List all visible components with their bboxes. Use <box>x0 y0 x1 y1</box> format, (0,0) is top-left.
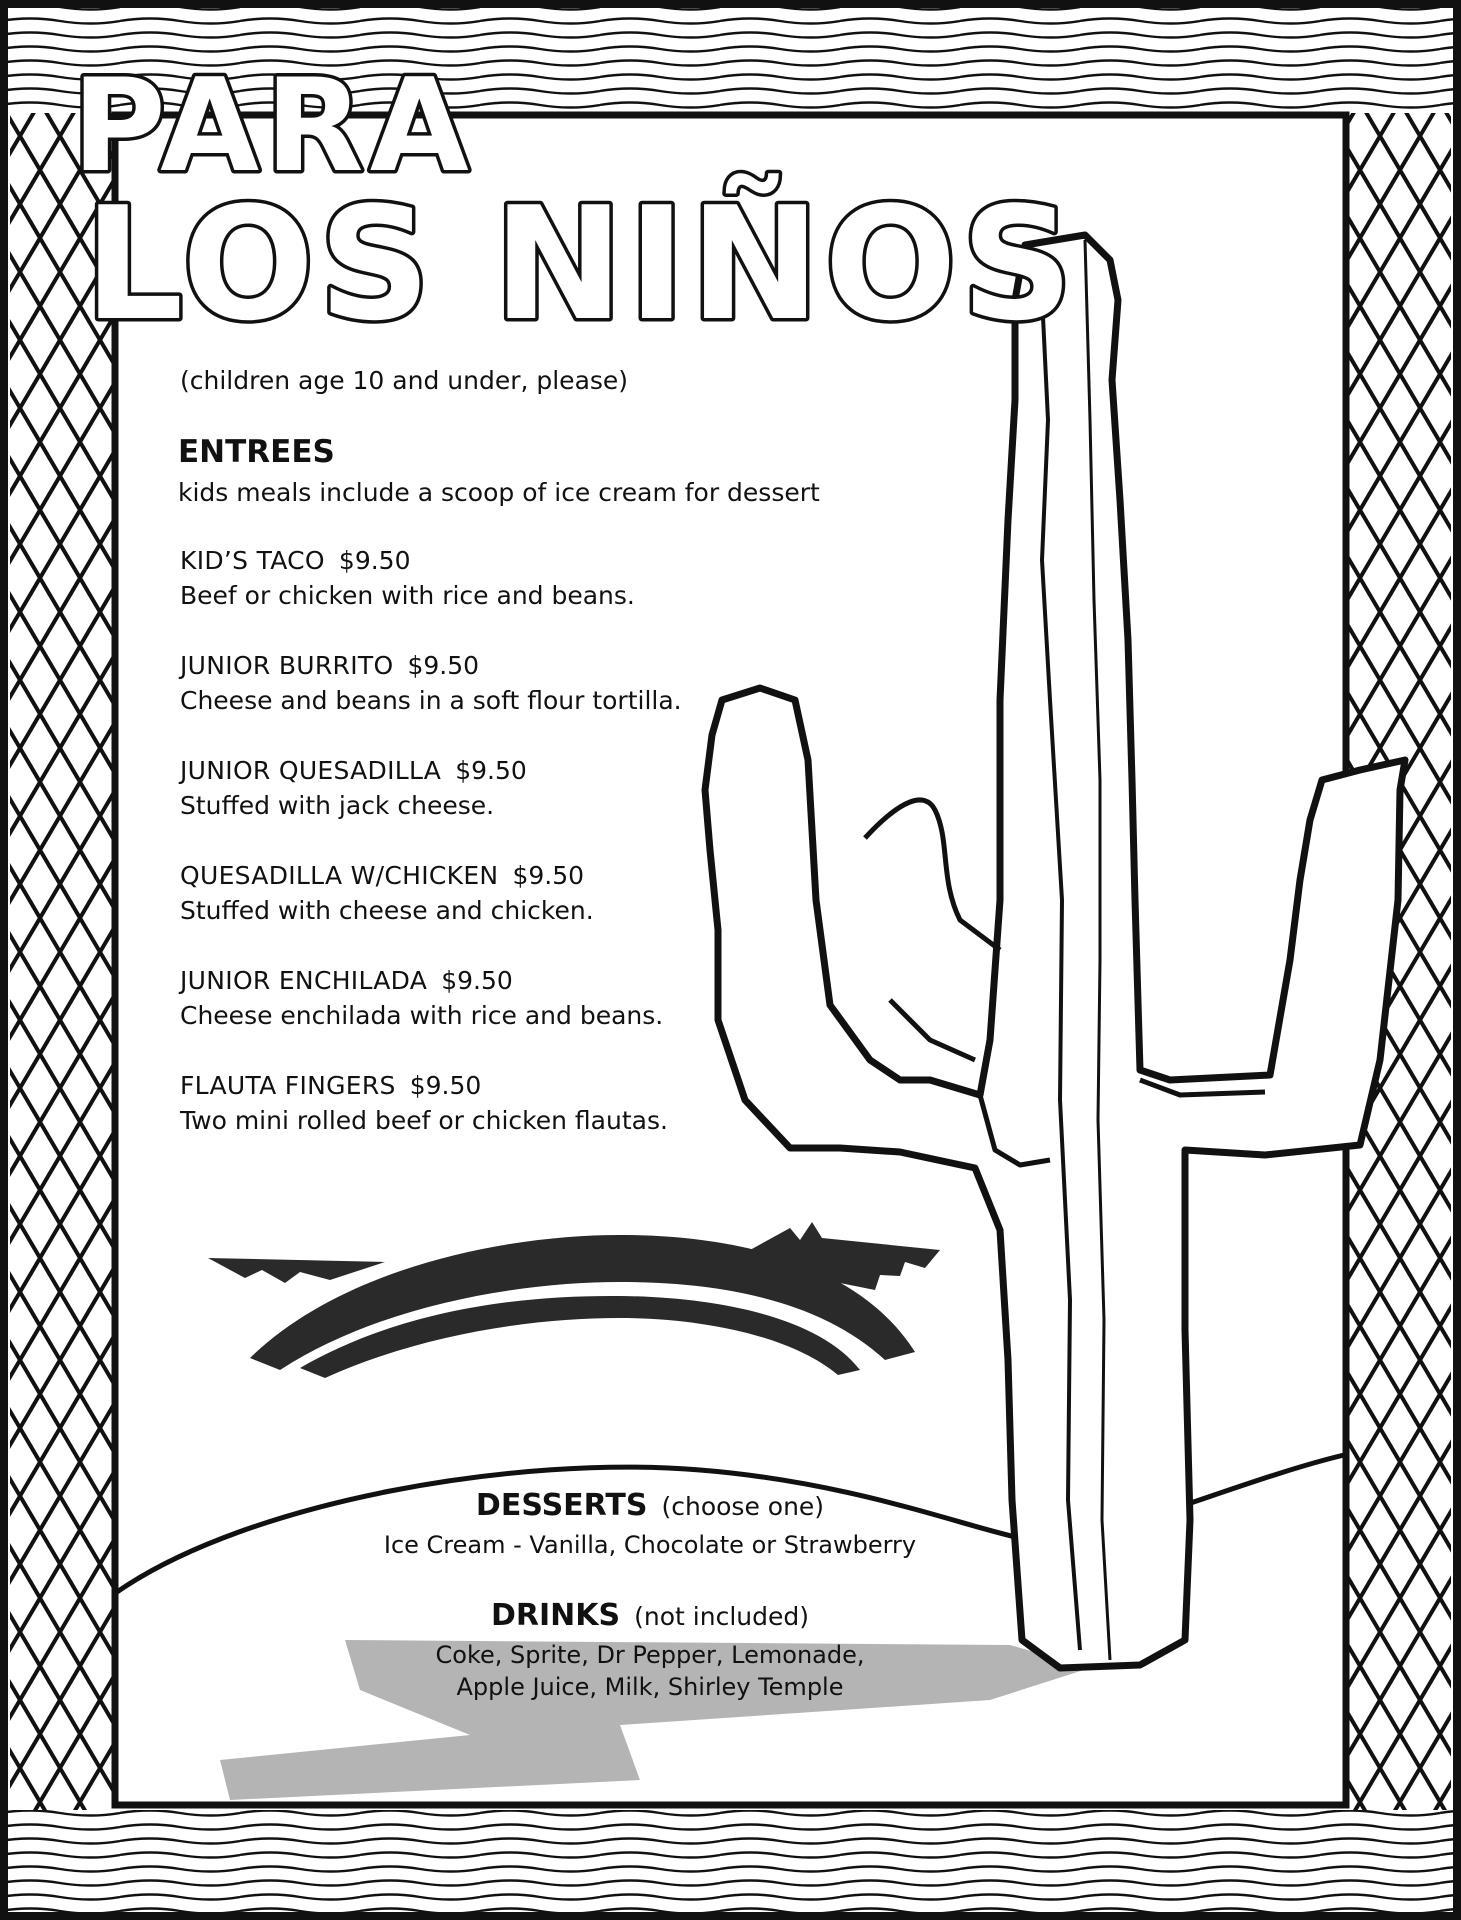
drinks-heading: DRINKS <box>491 1598 621 1633</box>
item-price: $9.50 <box>455 756 527 785</box>
item-price: $9.50 <box>441 966 513 995</box>
menu-item <box>180 651 682 715</box>
item-description: Cheese and beans in a soft flour tortilla. <box>180 686 682 715</box>
menu-item <box>180 861 594 925</box>
title-line2: LOS NIÑOS <box>84 173 1078 355</box>
item-description: Stuffed with cheese and chicken. <box>180 896 594 925</box>
item-description: Two mini rolled beef or chicken flautas. <box>180 1106 668 1135</box>
menu-item <box>180 756 527 820</box>
item-name: JUNIOR ENCHILADA <box>180 966 428 995</box>
item-name: KID’S TACO <box>180 546 325 575</box>
item-price: $9.50 <box>407 651 480 680</box>
age-note: (children age 10 and under, please) <box>180 366 629 395</box>
desserts-section <box>300 1488 1000 1559</box>
desserts-note: (choose one) <box>661 1492 825 1521</box>
item-description: Cheese enchilada with rice and beans. <box>180 1001 664 1030</box>
item-description: Beef or chicken with rice and beans. <box>180 581 635 610</box>
item-price: $9.50 <box>338 546 411 575</box>
item-price: $9.50 <box>409 1071 482 1100</box>
drinks-section <box>300 1598 1000 1701</box>
drinks-options-line2: Apple Juice, Milk, Shirley Temple <box>456 1673 844 1701</box>
drinks-options-line1: Coke, Sprite, Dr Pepper, Lemonade, <box>435 1641 865 1669</box>
menu-item <box>180 966 663 1030</box>
desserts-heading: DESSERTS <box>475 1488 648 1523</box>
item-name: JUNIOR QUESADILLA <box>180 756 442 785</box>
title-line1: PARA <box>72 52 475 201</box>
item-name: JUNIOR BURRITO <box>180 651 394 680</box>
item-name: QUESADILLA W/CHICKEN <box>180 861 499 890</box>
menu-item <box>180 1071 668 1135</box>
desserts-options: Ice Cream - Vanilla, Chocolate or Strawberry <box>383 1531 917 1559</box>
left-lattice-border <box>10 113 113 1810</box>
drinks-note: (not included) <box>634 1602 809 1631</box>
item-name: FLAUTA FINGERS <box>180 1071 396 1100</box>
item-description: Stuffed with jack cheese. <box>180 791 495 820</box>
menu-item <box>180 546 635 610</box>
item-price: $9.50 <box>512 861 585 890</box>
entrees-heading: ENTREES <box>178 434 335 470</box>
bottom-wave-border <box>8 1810 1453 1912</box>
entrees-note: kids meals include a scoop of ice cream for dessert <box>178 478 820 507</box>
